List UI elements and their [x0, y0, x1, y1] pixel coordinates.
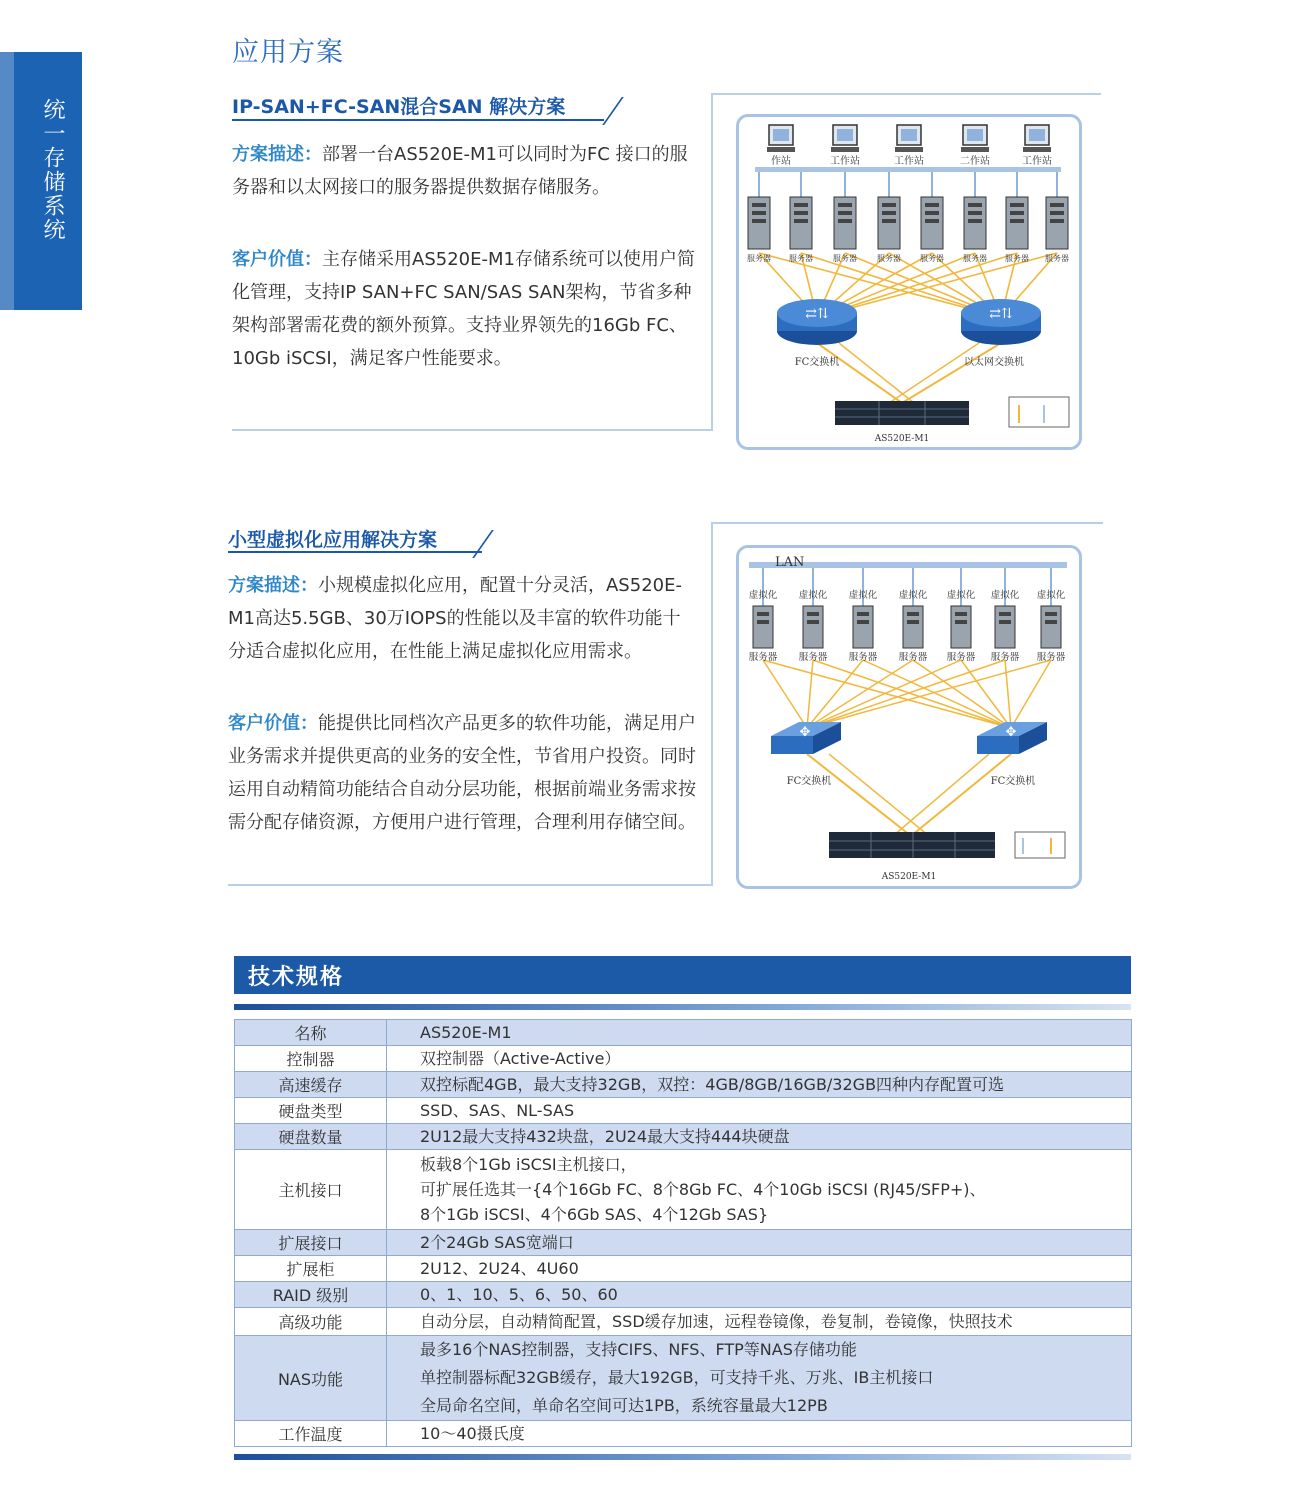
workstation-label: 工作站	[894, 156, 924, 167]
workstation-icon	[831, 125, 859, 152]
storage-link	[807, 754, 911, 836]
section1-desc-label: 方案描述：	[232, 144, 322, 165]
diagram1-storage-label: AS520E-M1	[874, 434, 930, 444]
server-label: 服务器	[798, 652, 828, 663]
diagram-virtualization	[736, 545, 1082, 889]
spec-row	[235, 1336, 1132, 1421]
section1-description	[232, 138, 700, 204]
server-label: 服务器	[1036, 652, 1066, 663]
spec-bottom-band	[234, 1454, 1131, 1460]
storage-link	[817, 343, 902, 403]
spec-row	[235, 1150, 1132, 1230]
server-label: 服务器	[789, 254, 813, 263]
spec-value	[387, 1308, 1132, 1336]
fc-link	[807, 660, 913, 728]
fc-switch-right-icon	[977, 722, 1047, 754]
diagram1-switch-left-label: FC交换机	[794, 357, 840, 368]
server-label: 服务器	[920, 254, 944, 263]
spec-value-line: 双控制器（Active-Active）	[420, 1049, 621, 1068]
spec-key: 硬盘类型	[235, 1098, 387, 1124]
server-icon	[790, 197, 812, 249]
spec-value	[387, 1072, 1132, 1098]
section2-underline	[228, 551, 482, 553]
workstation-icon	[895, 125, 923, 152]
spec-value-line: 2U12最大支持432块盘，2U24最大支持444块硬盘	[420, 1127, 790, 1146]
workstation-label: 二作站	[960, 156, 990, 167]
spec-key: 名称	[235, 1020, 387, 1046]
section1-vertical-rule	[711, 93, 713, 431]
spec-value-line: 8个1Gb iSCSI、4个6Gb SAS、4个12Gb SAS}	[420, 1205, 769, 1224]
spec-row	[235, 1098, 1132, 1124]
virtualization-label: 虚拟化	[848, 590, 878, 601]
section1-value-text: 主存储采用AS520E-M1存储系统可以使用户简化管理，支持IP SAN+FC SAN/SAS SAN架构，节省多种架构部署需花费的额外预算。支持业界领先的16Gb FC、10Gb iSCSI，满足客户性能要求。	[232, 249, 695, 369]
virtualization-label: 虚拟化	[798, 590, 828, 601]
spec-value	[387, 1124, 1132, 1150]
server-icon	[1046, 197, 1068, 249]
fc-link	[807, 660, 813, 728]
server-icon	[995, 606, 1015, 648]
section2-slash	[472, 530, 494, 558]
storage-link	[893, 754, 989, 836]
spec-row	[235, 1046, 1132, 1072]
server-icon	[1006, 197, 1028, 249]
diagram1-svg	[739, 117, 1079, 447]
spec-value-line: 板载8个1Gb iSCSI主机接口，	[420, 1155, 637, 1174]
spec-row	[235, 1072, 1132, 1098]
storage-link	[889, 343, 979, 403]
virtualization-label: 虚拟化	[748, 590, 778, 601]
server-label: 服务器	[877, 254, 901, 263]
spec-value-line: 单控制器标配32GB缓存，最大192GB，可支持千兆、万兆、IB主机接口	[420, 1368, 934, 1387]
diagram2-switch-right-label: FC交换机	[990, 776, 1036, 787]
spec-title: 技术规格	[248, 965, 345, 990]
spec-row	[235, 1020, 1132, 1046]
spec-table	[234, 1019, 1132, 1447]
spec-value-line: 2U12、2U24、4U60	[420, 1259, 579, 1278]
spec-key: RAID 级别	[235, 1282, 387, 1308]
server-icon	[951, 606, 971, 648]
storage-array-icon	[835, 401, 969, 425]
spec-value	[387, 1230, 1132, 1256]
server-label: 服务器	[748, 652, 778, 663]
spec-row	[235, 1256, 1132, 1282]
diagram2-svg	[739, 548, 1079, 886]
spec-value	[387, 1421, 1132, 1447]
spec-value-line: AS520E-M1	[420, 1023, 512, 1042]
spec-key: 高速缓存	[235, 1072, 387, 1098]
spec-value-line: 双控标配4GB，最大支持32GB，双控：4GB/8GB/16GB/32GB四种内存配置可选	[420, 1075, 1005, 1094]
diagram-ipsan-fcsan	[736, 114, 1082, 450]
section2-top-rule	[711, 522, 1103, 524]
spec-row	[235, 1308, 1132, 1336]
server-label: 服务器	[898, 652, 928, 663]
workstation-label: 作站	[771, 156, 791, 167]
spec-value-line: 2个24Gb SAS宽端口	[420, 1233, 574, 1252]
spec-value	[387, 1046, 1132, 1072]
fc-switch-icon	[777, 299, 857, 345]
spec-key: NAS功能	[235, 1336, 387, 1421]
server-icon	[964, 197, 986, 249]
spec-value-line: 可扩展任选其一{4个16Gb FC、8个8Gb FC、4个10Gb iSCSI (RJ45/SFP+)、	[420, 1180, 986, 1199]
section1-bottom-rule	[232, 429, 712, 431]
spec-key: 高级功能	[235, 1308, 387, 1336]
spec-value-line: 全局命名空间，单命名空间可达1PB，系统容量最大12PB	[420, 1396, 828, 1415]
server-label: 服务器	[833, 254, 857, 263]
server-label: 服务器	[747, 254, 771, 263]
svg-text:✥: ✥	[1005, 725, 1017, 740]
svg-text:⇄⇅: ⇄⇅	[805, 306, 829, 322]
workstation-icon	[961, 125, 989, 152]
spec-key: 硬盘数量	[235, 1124, 387, 1150]
virtualization-label: 虚拟化	[1036, 590, 1066, 601]
spec-value	[387, 1256, 1132, 1282]
spec-row	[235, 1282, 1132, 1308]
diagram2-storage-label: AS520E-M1	[881, 872, 937, 882]
workstation-icon	[767, 125, 795, 152]
spec-key: 扩展柜	[235, 1256, 387, 1282]
workstation-icon	[1023, 125, 1051, 152]
server-icon	[1041, 606, 1061, 648]
spec-key: 控制器	[235, 1046, 387, 1072]
section1-top-rule	[711, 93, 1101, 95]
spec-row	[235, 1230, 1132, 1256]
svg-text:⇄⇅: ⇄⇅	[989, 306, 1013, 322]
section2-description	[228, 569, 698, 668]
storage-array-icon	[829, 832, 995, 858]
section1-underline	[232, 119, 604, 121]
server-label: 服务器	[963, 254, 987, 263]
spec-row	[235, 1124, 1132, 1150]
workstation-label: 工作站	[830, 156, 860, 167]
server-label: 服务器	[946, 652, 976, 663]
server-icon	[748, 197, 770, 249]
server-label: 服务器	[848, 652, 878, 663]
section2-value-text: 能提供比同档次产品更多的软件功能，满足用户业务需求并提供更高的业务的安全性，节省用户投资。同时运用自动精简功能结合自动分层功能，根据前端业务需求按需分配存储资源，方便用户进行管理，合理利用存储空间。	[228, 713, 696, 833]
spec-value-line: 10～40摄氏度	[420, 1424, 525, 1443]
virtualization-label: 虚拟化	[990, 590, 1020, 601]
server-icon	[878, 197, 900, 249]
section1-desc-text: 部署一台AS520E-M1可以同时为FC 接口的服务器和以太网接口的服务器提供数据存储服务。	[232, 144, 688, 198]
workstation-bus	[755, 167, 1061, 172]
spec-value-line: 0、1、10、5、6、50、60	[420, 1285, 618, 1304]
storage-link	[829, 754, 929, 836]
fc-switch-left-icon	[771, 722, 841, 754]
virtualization-label: 虚拟化	[898, 590, 928, 601]
spec-value-line: 最多16个NAS控制器，支持CIFS、NFS、FTP等NAS存储功能	[420, 1340, 857, 1359]
ethernet-switch-icon	[961, 299, 1041, 345]
section2-bottom-rule	[228, 884, 712, 886]
diagram1-switch-right-label: 以太网交换机	[964, 357, 1024, 368]
spec-key: 工作温度	[235, 1421, 387, 1447]
spec-value-line: 自动分层，自动精简配置，SSD缓存加速，远程卷镜像，卷复制，卷镜像，快照技术	[420, 1312, 1013, 1331]
server-icon	[753, 606, 773, 648]
svg-text:✥: ✥	[799, 725, 811, 740]
section1-value	[232, 243, 702, 375]
server-icon	[921, 197, 943, 249]
spec-header-bar	[234, 956, 1131, 994]
spec-value	[387, 1336, 1132, 1421]
server-icon	[834, 197, 856, 249]
section2-value	[228, 707, 698, 839]
server-label: 服务器	[990, 652, 1020, 663]
section2-title: 小型虚拟化应用解决方案	[228, 529, 438, 551]
spec-value	[387, 1150, 1132, 1230]
page-title: 应用方案	[232, 37, 344, 68]
spec-value	[387, 1282, 1132, 1308]
spec-key: 主机接口	[235, 1150, 387, 1230]
spec-value-line: SSD、SAS、NL-SAS	[420, 1101, 575, 1120]
server-icon	[903, 606, 923, 648]
spec-row	[235, 1421, 1132, 1447]
side-tab-label: 统一存储系统	[40, 98, 65, 242]
diagram2-switch-left-label: FC交换机	[786, 776, 832, 787]
diagram2-lan-label: LAN	[775, 555, 805, 570]
storage-link	[902, 343, 1001, 403]
storage-link	[911, 754, 1011, 836]
section1-value-label: 客户价值：	[232, 249, 322, 270]
spec-value	[387, 1020, 1132, 1046]
spec-value	[387, 1098, 1132, 1124]
spec-key: 扩展接口	[235, 1230, 387, 1256]
server-label: 服务器	[1045, 254, 1069, 263]
virtualization-label: 虚拟化	[946, 590, 976, 601]
section1-slash	[602, 97, 624, 125]
section2-vertical-rule	[711, 522, 713, 886]
section2-desc-label: 方案描述：	[228, 575, 318, 596]
server-label: 服务器	[1005, 254, 1029, 263]
server-icon	[853, 606, 873, 648]
spec-top-band	[234, 1004, 1131, 1010]
fc-link	[1005, 660, 1011, 728]
section1-title: IP-SAN+FC-SAN混合SAN 解决方案	[232, 96, 566, 118]
section2-value-label: 客户价值：	[228, 713, 318, 734]
section2-desc-text: 小规模虚拟化应用，配置十分灵活，AS520E-M1高达5.5GB、30万IOPS的性能以及丰富的软件功能十分适合虚拟化应用，在性能上满足虚拟化应用需求。	[228, 575, 682, 662]
server-icon	[803, 606, 823, 648]
fc-link	[961, 660, 1011, 728]
workstation-label: 工作站	[1022, 156, 1052, 167]
